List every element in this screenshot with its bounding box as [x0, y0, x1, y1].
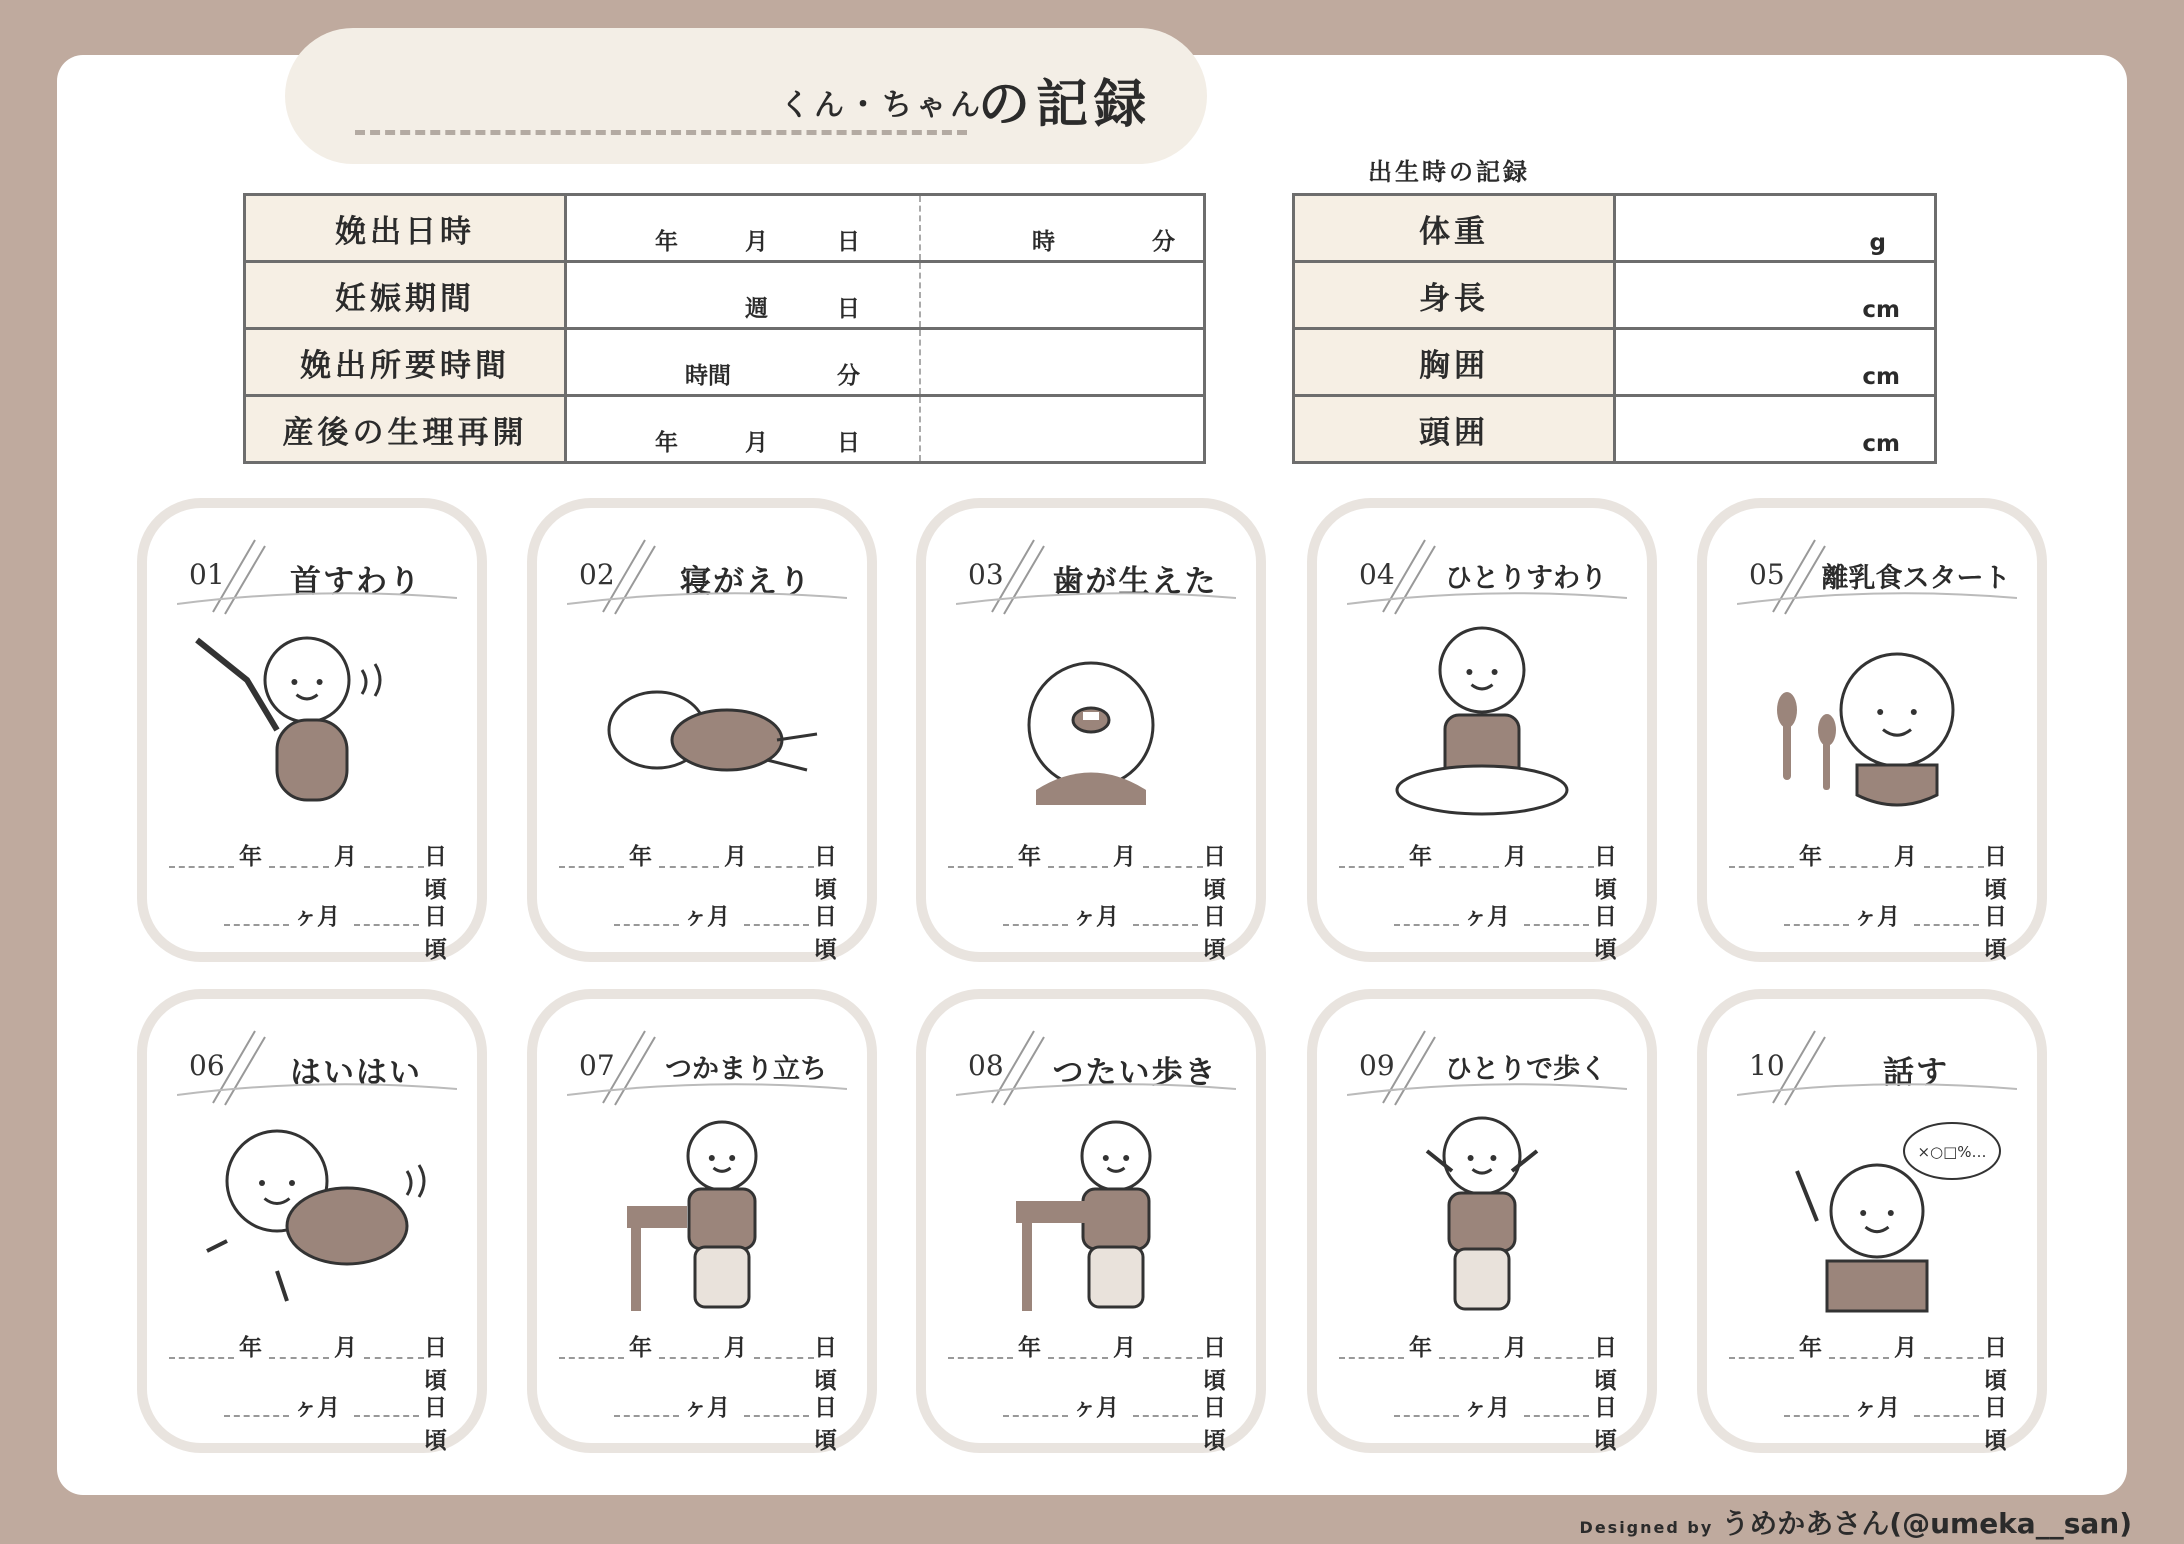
milestone-card-02: 02 寝がえり 年 月 日頃 ヶ月 日頃 [527, 498, 877, 962]
table-row [1294, 329, 1936, 396]
milestone-card-06: 06 はいはい 年 月 日頃 ヶ月 日頃 [137, 989, 487, 1453]
unit-label: g [1869, 230, 1886, 256]
milestone-label: 寝がえり [680, 564, 812, 600]
milestone-label: ひとりで歩く [1445, 1054, 1607, 1085]
baby-talking-icon [1747, 1111, 2007, 1316]
baby-cruising-icon [966, 1111, 1226, 1316]
underline-curve [1737, 1081, 2017, 1101]
postpartum-period-field[interactable] [566, 396, 1205, 463]
unit-label: 日 [837, 229, 860, 255]
underline-curve [1737, 590, 2017, 610]
table-row [245, 195, 1205, 262]
divider [919, 196, 921, 260]
baby-head-support-icon [187, 620, 447, 825]
milestone-number: 03 [968, 558, 1004, 591]
milestone-label: つかまり立ち [665, 1054, 827, 1085]
milestone-number: 04 [1359, 558, 1395, 591]
milestone-card-09: 09 ひとりで歩く 年 月 日頃 ヶ月 日頃 [1307, 989, 1657, 1453]
unit-label: 日 [837, 430, 860, 456]
milestone-number: 09 [1359, 1049, 1395, 1082]
unit-label: 時 [1032, 229, 1055, 255]
underline-curve [956, 590, 1236, 610]
page-title: の記録 [978, 75, 1153, 135]
row-label: 娩出日時 [245, 195, 566, 262]
milestone-label: つたい歩き [1052, 1055, 1218, 1091]
milestone-card-05: 05 離乳食スタート 年 月 日頃 ヶ月 日頃 [1697, 498, 2047, 962]
unit-label: 分 [837, 363, 860, 389]
baby-rolling-over-icon [577, 620, 837, 825]
table-row [1294, 262, 1936, 329]
delivery-record-table [243, 193, 1206, 464]
row-label: 娩出所要時間 [245, 329, 566, 396]
delivery-datetime-field[interactable] [566, 195, 1205, 262]
divider [919, 397, 921, 461]
unit-label: 年 [655, 229, 678, 255]
unit-label: 週 [745, 296, 768, 322]
unit-label: cm [1862, 297, 1900, 323]
baby-walking-icon [1357, 1111, 1617, 1316]
head-field[interactable] [1615, 396, 1936, 463]
row-label: 身長 [1294, 262, 1615, 329]
milestone-label: ひとりすわり [1445, 563, 1607, 594]
underline-curve [177, 1081, 457, 1101]
unit-label: 年 [655, 430, 678, 456]
pregnancy-period-field[interactable] [566, 262, 1205, 329]
divider [919, 330, 921, 394]
table-row [1294, 396, 1936, 463]
delivery-duration-field[interactable] [566, 329, 1205, 396]
milestone-number: 06 [189, 1049, 225, 1082]
unit-label: cm [1862, 431, 1900, 457]
table-row [245, 262, 1205, 329]
milestone-label: 話す [1883, 1055, 1949, 1091]
milestone-card-08: 08 つたい歩き 年 月 日頃 ヶ月 日頃 [916, 989, 1266, 1453]
row-label: 体重 [1294, 195, 1615, 262]
underline-curve [567, 590, 847, 610]
baby-food-spoon-icon [1747, 620, 2007, 825]
underline-curve [1347, 1081, 1627, 1101]
unit-label: 月 [745, 229, 768, 255]
baby-sitting-icon [1357, 620, 1617, 825]
unit-label: 月 [745, 430, 768, 456]
designed-by: Designed by [1579, 1518, 1714, 1537]
row-label: 妊娠期間 [245, 262, 566, 329]
row-label: 産後の生理再開 [245, 396, 566, 463]
baby-first-tooth-icon [966, 620, 1226, 825]
credit [1580, 1502, 2132, 1542]
divider [919, 263, 921, 327]
milestone-card-07: 07 つかまり立ち 年 月 日頃 ヶ月 日頃 [527, 989, 877, 1453]
baby-crawling-icon [187, 1111, 447, 1316]
chest-field[interactable] [1615, 329, 1936, 396]
milestone-card-04: 04 ひとりすわり 年 月 日頃 ヶ月 日頃 [1307, 498, 1657, 962]
unit-label: 日 [837, 296, 860, 322]
author: うめかあさん(@umeka__san) [1721, 1507, 2132, 1540]
birth-record-table [1292, 193, 1937, 464]
name-write-line [355, 130, 967, 135]
milestone-number: 01 [189, 558, 225, 591]
milestone-label: 首すわり [290, 564, 422, 600]
height-field[interactable] [1615, 262, 1936, 329]
svg-text:×○□%…: ×○□%… [1917, 1143, 1987, 1161]
milestone-label: はいはい [290, 1055, 422, 1091]
milestone-card-10: 10 話す ×○□%… 年 月 日頃 ヶ月 日頃 [1697, 989, 2047, 1453]
underline-curve [177, 590, 457, 610]
milestone-number: 07 [579, 1049, 615, 1082]
underline-curve [567, 1081, 847, 1101]
unit-label: 分 [1152, 229, 1175, 255]
milestone-label: 離乳食スタート [1821, 563, 2011, 594]
milestone-number: 02 [579, 558, 615, 591]
unit-label: 時間 [685, 363, 731, 389]
underline-curve [956, 1081, 1236, 1101]
underline-curve [1347, 590, 1627, 610]
table-row [1294, 195, 1936, 262]
milestone-number: 08 [968, 1049, 1004, 1082]
name-suffix: くん・ちゃん [780, 88, 984, 123]
weight-field[interactable] [1615, 195, 1936, 262]
unit-label: cm [1862, 364, 1900, 390]
milestone-card-01: 01 首すわり 年 月 日頃 ヶ月 日頃 [137, 498, 487, 962]
milestone-number: 10 [1749, 1049, 1785, 1082]
row-label: 頭囲 [1294, 396, 1615, 463]
row-label: 胸囲 [1294, 329, 1615, 396]
milestone-card-03: 03 歯が生えた 年 月 日頃 ヶ月 日頃 [916, 498, 1266, 962]
birth-record-caption: 出生時の記録 [1368, 158, 1530, 186]
table-row [245, 396, 1205, 463]
table-row [245, 329, 1205, 396]
milestone-label: 歯が生えた [1052, 564, 1218, 600]
baby-pull-up-stand-icon [577, 1111, 837, 1316]
milestone-number: 05 [1749, 558, 1785, 591]
